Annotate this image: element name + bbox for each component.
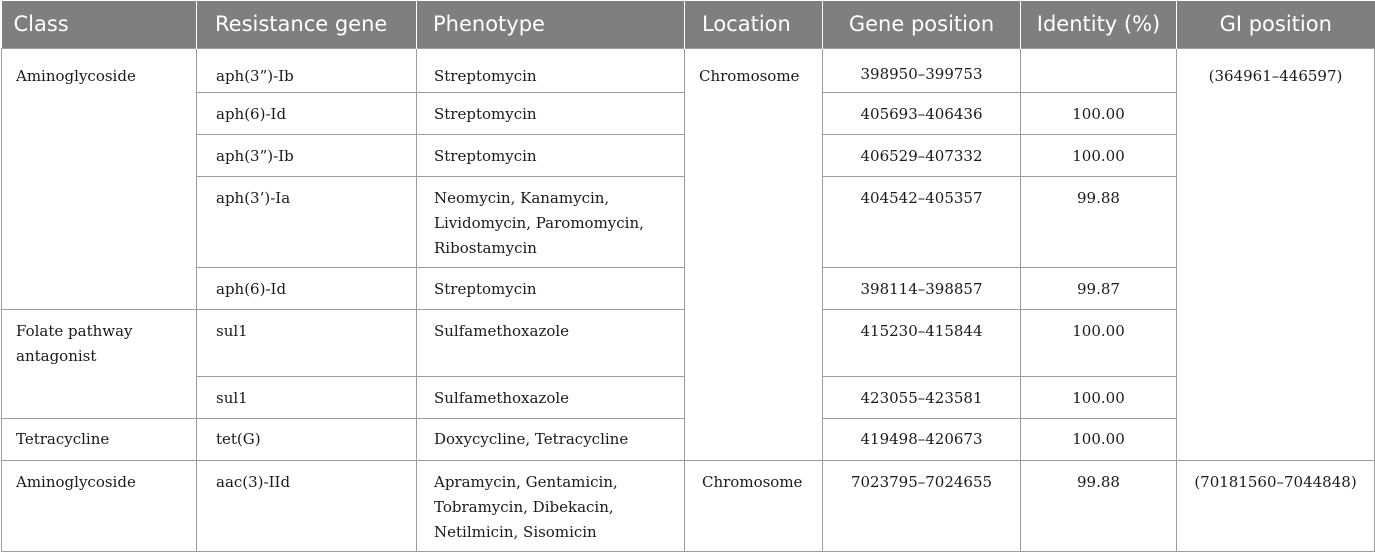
table-row [2,48,1375,92]
header-gi-position: GI position [1177,1,1375,48]
gene-position-cell: 415230–415844 [823,309,1021,376]
gene-position-cell: 405693–406436 [823,92,1021,134]
phenotype-cell: Sulfamethoxazole [417,309,685,376]
identity-cell: 100.00 [1021,134,1177,176]
class-cell: Aminoglycoside [2,48,197,309]
class-cell: Aminoglycoside [2,460,197,551]
resistance-genes-table [1,1,1375,552]
gene-cell: aph(3”)-Ib [197,48,417,92]
identity-cell: 100.00 [1021,92,1177,134]
location-cell: Chromosome [685,48,823,460]
phenotype-cell: Streptomycin [417,267,685,309]
phenotype-cell: Streptomycin [417,134,685,176]
identity-cell: 100.00 [1021,418,1177,460]
identity-cell [1021,48,1177,92]
phenotype-cell: Neomycin, Kanamycin, Lividomycin, Paromomycin, Ribostamycin [417,176,685,267]
gene-cell: aph(3”)-Ib [197,134,417,176]
header-identity: Identity (%) [1021,1,1177,48]
gene-position-cell: 406529–407332 [823,134,1021,176]
gene-cell: aac(3)-IId [197,460,417,551]
gi-position-cell: (70181560–7044848) [1177,460,1375,551]
header-row [2,1,1375,48]
location-cell: Chromosome [685,460,823,551]
gene-position-cell: 398950–399753 [823,48,1021,92]
identity-cell: 99.88 [1021,460,1177,551]
gene-position-cell: 419498–420673 [823,418,1021,460]
gene-cell: sul1 [197,309,417,376]
phenotype-cell: Apramycin, Gentamicin, Tobramycin, Dibekacin, Netilmicin, Sisomicin [417,460,685,551]
identity-cell: 100.00 [1021,376,1177,418]
gene-cell: aph(3’)-Ia [197,176,417,267]
gene-position-cell: 7023795–7024655 [823,460,1021,551]
header-phenotype: Phenotype [417,1,685,48]
gene-position-cell: 423055–423581 [823,376,1021,418]
table-row [2,460,1375,551]
header-location: Location [685,1,823,48]
phenotype-cell: Streptomycin [417,48,685,92]
header-class: Class [2,1,197,48]
gene-cell: aph(6)-Id [197,267,417,309]
phenotype-cell: Doxycycline, Tetracycline [417,418,685,460]
header-gene-position: Gene position [823,1,1021,48]
phenotype-cell: Sulfamethoxazole [417,376,685,418]
identity-cell: 100.00 [1021,309,1177,376]
gene-cell: aph(6)-Id [197,92,417,134]
phenotype-cell: Streptomycin [417,92,685,134]
gene-position-cell: 404542–405357 [823,176,1021,267]
gene-cell: tet(G) [197,418,417,460]
identity-cell: 99.88 [1021,176,1177,267]
identity-cell: 99.87 [1021,267,1177,309]
header-resistance-gene: Resistance gene [197,1,417,48]
class-cell: Folate pathway antagonist [2,309,197,418]
gi-position-cell: (364961–446597) [1177,48,1375,460]
gene-cell: sul1 [197,376,417,418]
class-cell: Tetracycline [2,418,197,460]
gene-position-cell: 398114–398857 [823,267,1021,309]
